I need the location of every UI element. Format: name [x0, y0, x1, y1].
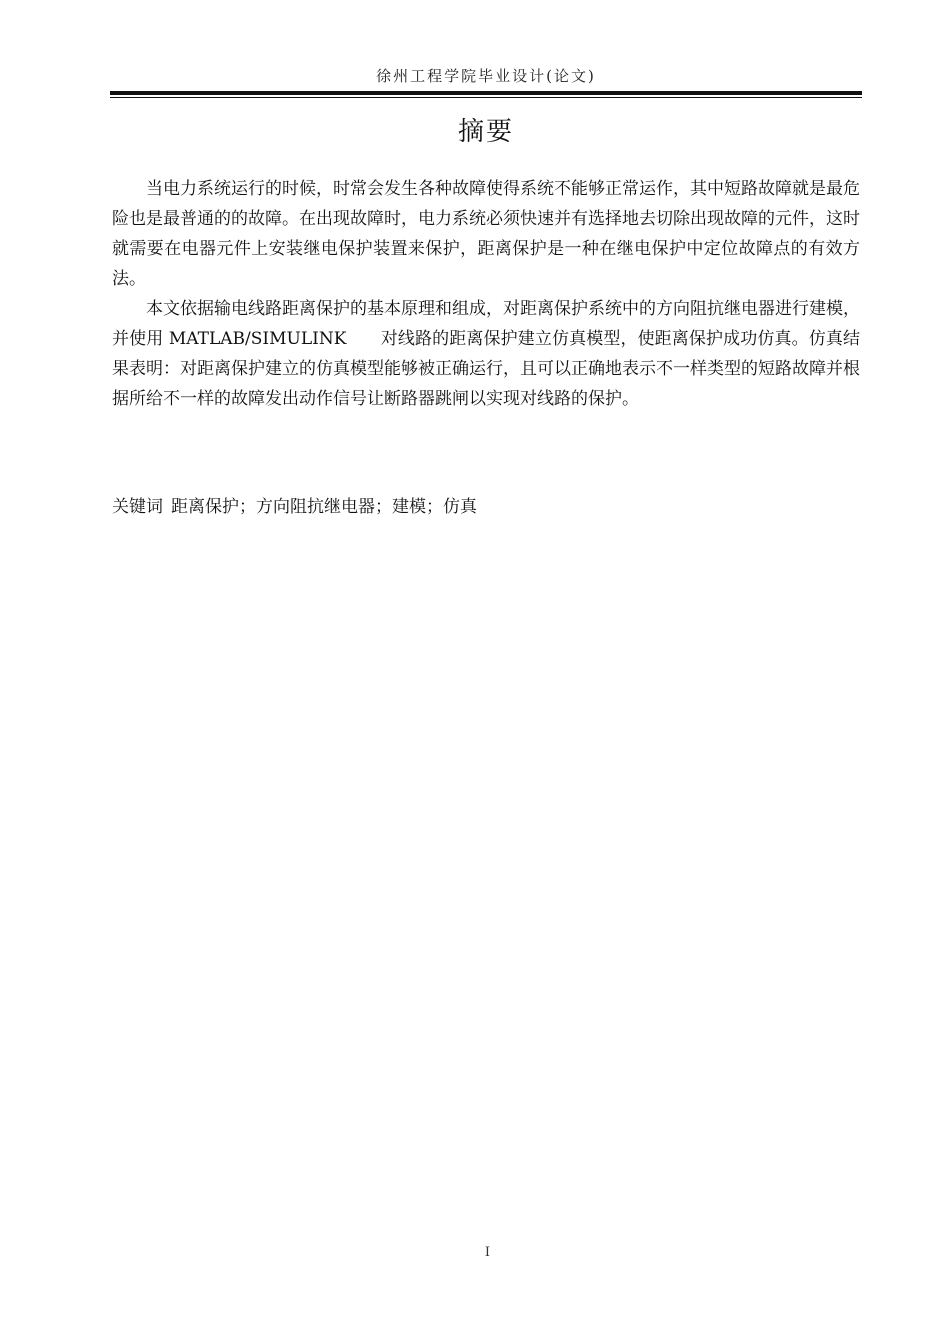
header-rule-thick: [110, 91, 862, 95]
abstract-title: 摘要: [457, 117, 514, 147]
keywords-text: 距离保护；方向阻抗继电器；建模；仿真: [171, 497, 477, 517]
keywords-line: [112, 492, 860, 522]
page-number: I: [484, 1245, 491, 1260]
keywords-label: 关键词: [112, 497, 163, 517]
page-header-title: 徐州工程学院毕业设计(论文): [376, 67, 596, 85]
abstract-body: [112, 174, 860, 414]
abstract-paragraph-2: 本文依据输电线路距离保护的基本原理和组成，对距离保护系统中的方向阻抗继电器进行建模，并使用 MATLAB/SIMULINK 对线路的距离保护建立仿真模型，使距离保护成功仿真。仿真结果表明：对距离保护建立的仿真模型能够被正确运行，且可以正确地表示不一样类型的短路故障并根据所给不一样的故障发出动作信号让断路器跳闸以实现对线路的保护。: [112, 299, 860, 409]
header-rule-thin: [110, 97, 862, 98]
abstract-paragraph-1: 当电力系统运行的时候，时常会发生各种故障使得系统不能够正常运作，其中短路故障就是最危险也是最普通的的故障。在出现故障时，电力系统必须快速并有选择地去切除出现故障的元件，这时就需要在电器元件上安装继电保护装置来保护，距离保护是一种在继电保护中定位故障点的有效方法。: [112, 179, 860, 289]
